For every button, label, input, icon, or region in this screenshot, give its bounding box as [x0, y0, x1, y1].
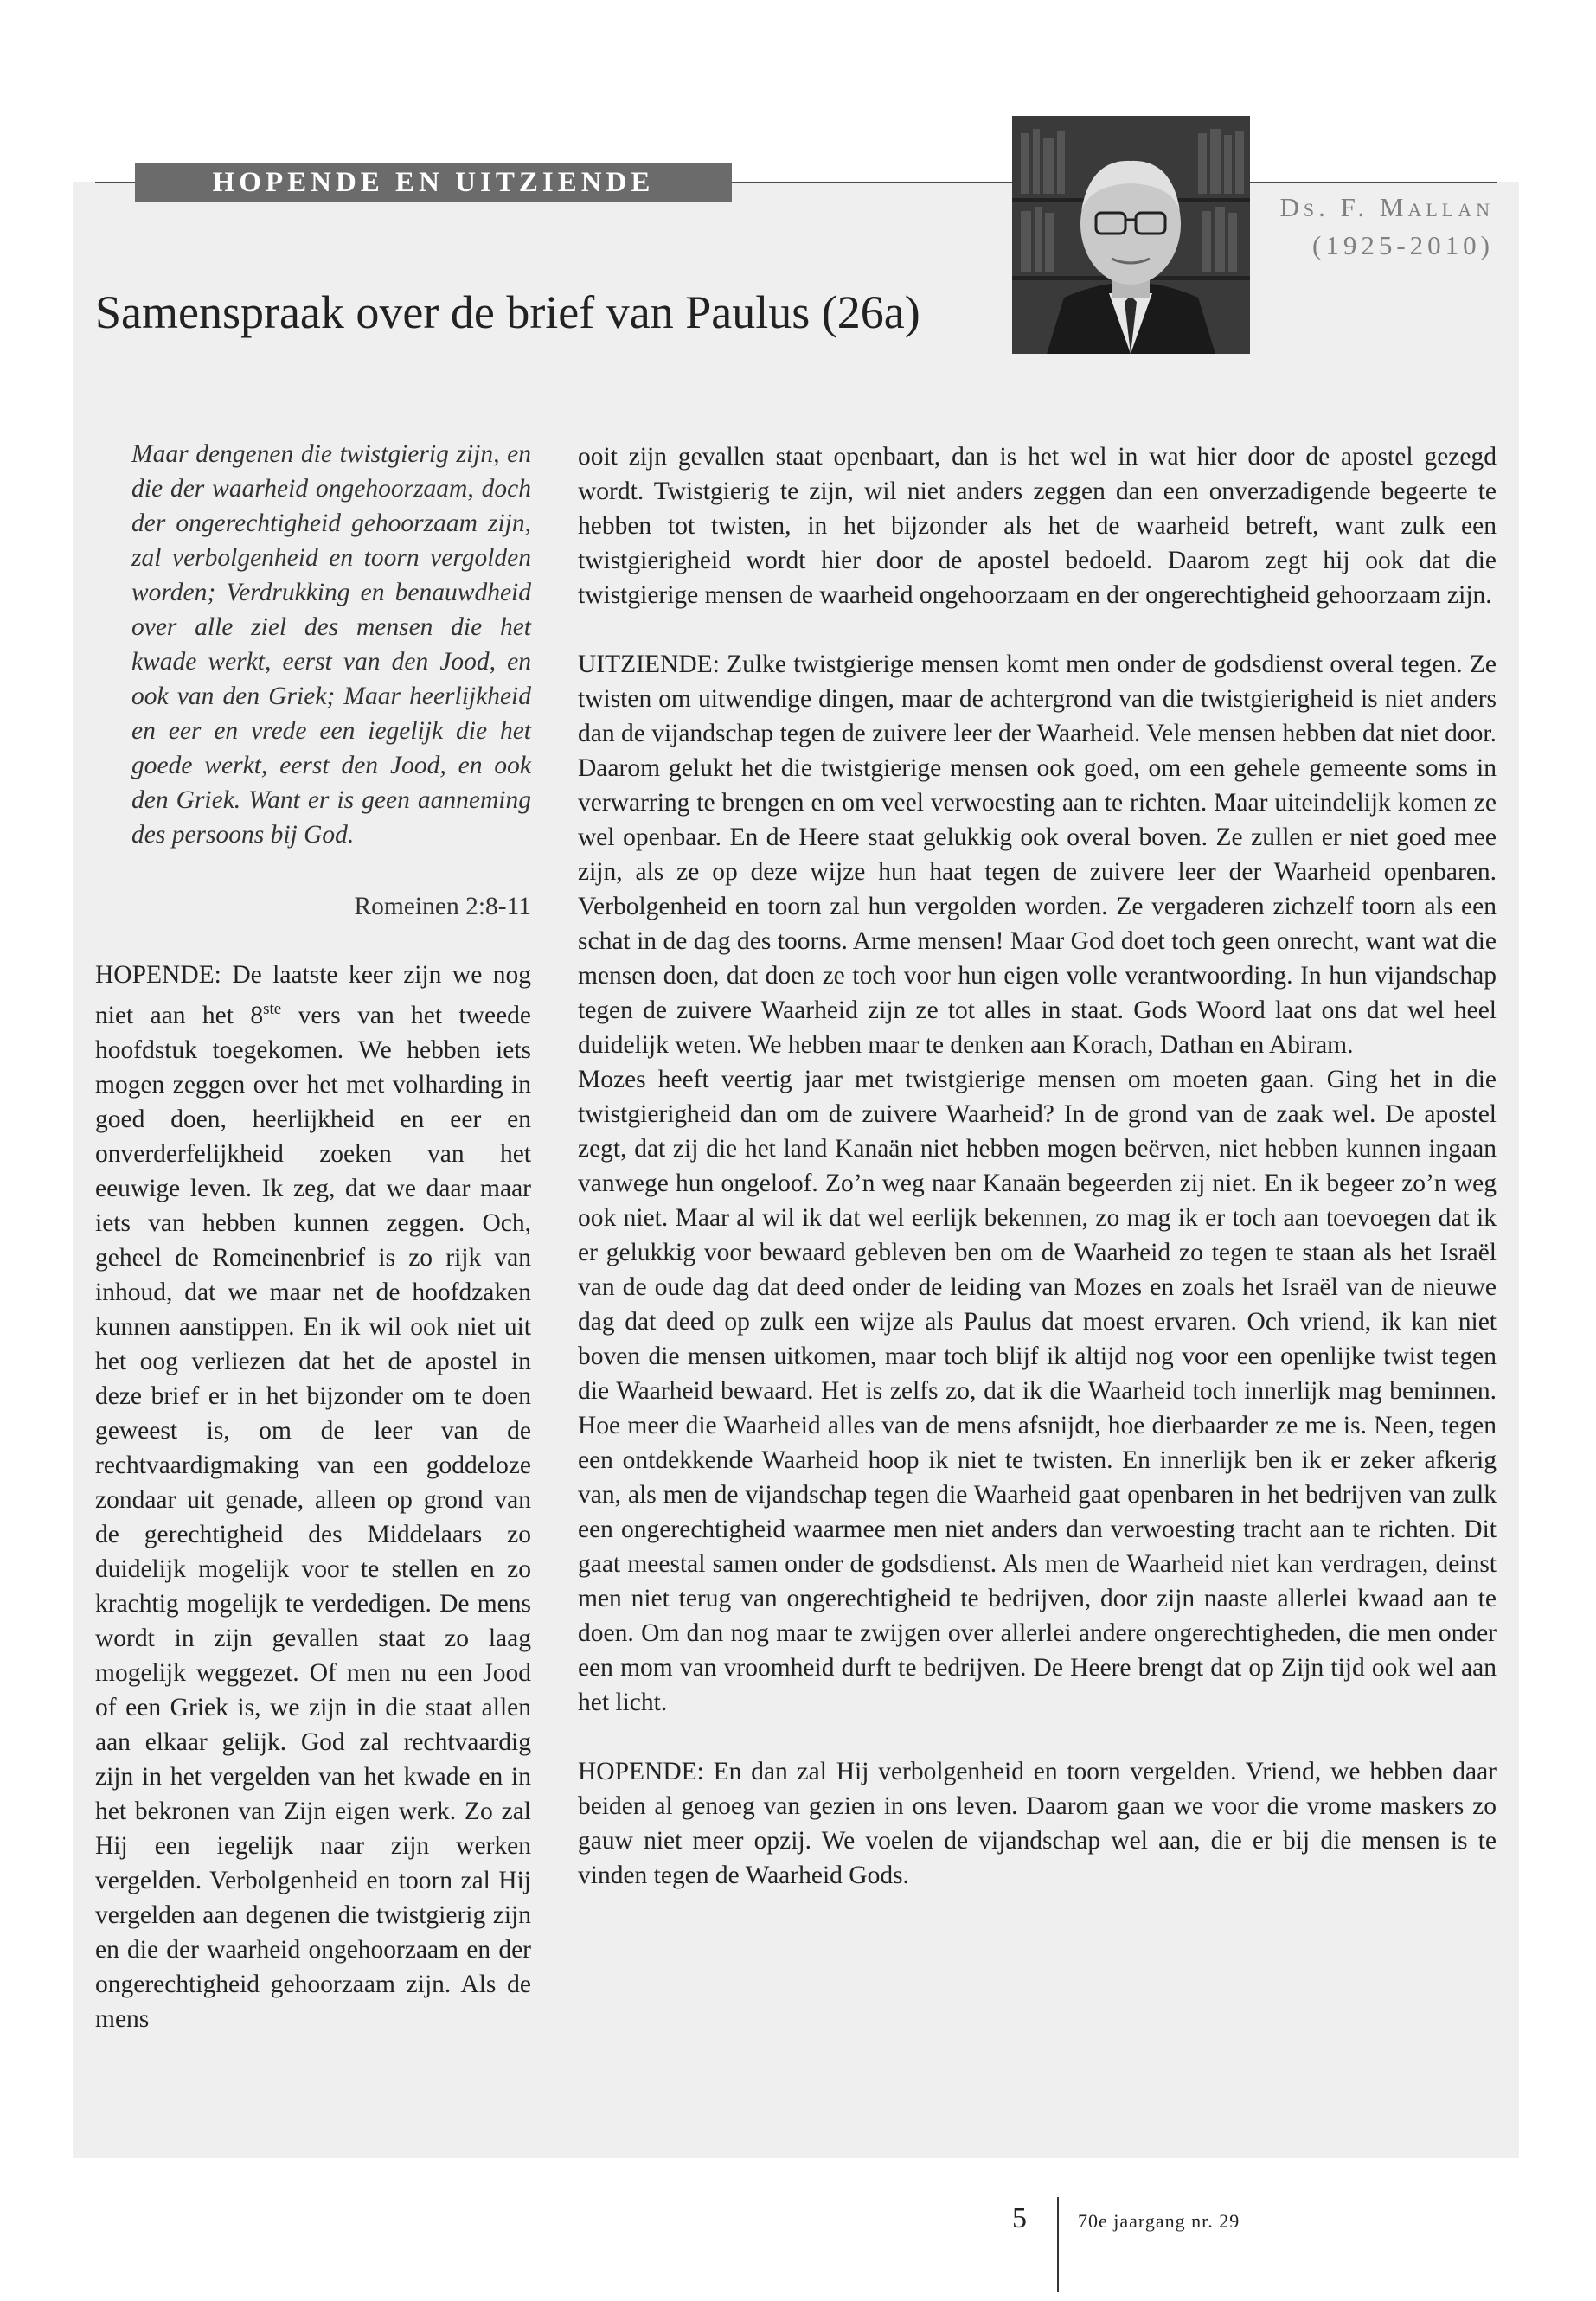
section-label-text: HOPENDE EN UITZIENDE	[212, 166, 655, 198]
scripture-reference: Romeinen 2:8-11	[354, 893, 531, 920]
right-paragraph-3: Mozes heeft veertig jaar met twistgierige mensen om moeten gaan. Ging het in die twistgierigheid dan om de zuivere Waarheid? In de grond van de zaak wel. De apostel zegt, dat zij die het land Kanaän niet hebben mogen beërven, niet hebben kunnen ingaan vanwege hun ongeloof. Zo’n weg naar Kanaän begeerden zij niet. En ik begeer zo’n weg ook niet. Maar al wil ik dat wel eerlijk bekennen, zo mag ik er toch aan toevoegen dat ik er gelukkig voor bewaard gebleven ben om de Waarheid zo tegen te staan als het Israël van de oude dag dat deed onder de leiding van Mozes en zoals het Israël van de nieuwe dag dat deed op zulk een wijze als Paulus dat moest ervaren. Och vriend, ik kan niet boven die mensen uitkomen, maar toch blijf ik altijd nog voor een openlijke twist tegen die Waarheid bewaard. Het is zelfs zo, dat ik die Waarheid toch innerlijk mag beminnen. Hoe meer die Waarheid alles van de mens afsnijdt, hoe dierbaarder ze me is. Neen, tegen een ontdekkende Waarheid hoop ik niet te twisten. En innerlijk ben ik er zeker afkerig van, als men de vijandschap tegen die Waarheid gaat openbaren in het bedrijven van zulk een ongerechtigheid waarmee men niet anders dan verwoesting tracht aan te richten. Dit gaat meestal samen onder de godsdienst. Als men de Waarheid niet kan verdragen, deinst men niet terug van ongerechtigheid te bedrijven, door zijn naaste allerlei kwaad aan te doen. Om dan nog maar te zwijgen over allerlei andere ongerechtigheden, die men onder een mom van vroomheid durft te bedrijven. De Heere brengt dat op Zijn tijd ook wel aan het licht.	[578, 1066, 1497, 1716]
right-column	[578, 439, 1497, 1893]
left-p1-rest: vers van het tweede hoofdstuk toegekomen. We hebben iets mogen zeggen over het met volharding in goed doen, heerlijkheid en eer en onverderfelijkheid zoeken van het eeuwige leven. Ik zeg, dat we daar maar iets van hebben kunnen zeggen. Och, geheel de Romeinenbrief is zo rijk van inhoud, dat we maar net de hoofdzaken kunnen aanstippen. En ik wil ook niet uit het oog verliezen dat het de apostel in deze brief er in het bijzonder om te doen geweest is, om de leer van de rechtvaardigmaking van een goddeloze zondaar uit genade, alleen op grond van de gerechtigheid des Middelaars zo duidelijk mogelijk voor te stellen en zo krachtig mogelijk te verdedigen. De mens wordt in zijn gevallen staat zo laag mogelijk weggezet. Of men nu een Jood of een Griek is, we zijn in die staat allen aan elkaar gelijk. God zal rechtvaardig zijn in het vergelden van het kwade en in het bekronen van Zijn eigen werk. Zo zal Hij een iegelijk naar zijn werken vergelden. Verbolgenheid en toorn zal Hij vergelden aan degenen die twistgierig zijn en die der waarheid ongehoorzaam en der ongerechtigheid gehoorzaam zijn. Als de mens	[95, 1001, 532, 2033]
author-byline	[1280, 189, 1495, 265]
author-portrait	[1012, 116, 1250, 354]
right-paragraph-2: UITZIENDE: Zulke twistgierige mensen komt men onder de godsdienst overal tegen. Ze twisten om uitwendige dingen, maar de achtergrond van die twistgierigheid is niet anders dan de vijandschap tegen de zuivere leer der Waarheid. Vele mensen hebben dat niet door. Daarom gelukt het die twistgierige mensen ook goed, om een gehele gemeente soms in verwarring te brengen en om veel verwoesting aan te richten. Maar uiteindelijk komen ze wel openbaar. En de Heere staat gelukkig ook overal boven. Ze zullen er niet goed mee zijn, als ze op deze wijze hun haat tegen de zuivere leer der Waarheid openbaren. Verbolgenheid en toorn zal hun vergolden worden. Ze vergaderen zichzelf toorn als een schat in de dag des toorns. Arme mensen! Maar God doet toch geen onrecht, want wat die mensen doen, dat doen ze toch voor hun eigen volle verantwoording. In hun vijandschap tegen de zuivere Waarheid zijn ze tot alles in staat. Gods Woord laat ons dat wel heel duidelijk weten. We hebben maar te denken aan Korach, Dathan en Abiram.	[578, 651, 1497, 1059]
author-years: (1925-2010)	[1312, 230, 1494, 260]
left-p1-start: HOPENDE: De laatste keer zijn we nog niet aan het 8	[95, 961, 531, 1029]
footer-divider	[1057, 2197, 1059, 2292]
left-column	[95, 958, 531, 2036]
article-title: Samenspraak over de brief van Paulus (26a)	[95, 286, 920, 338]
author-name: Ds. F. Mallan	[1279, 192, 1494, 222]
right-paragraph-4: HOPENDE: En dan zal Hij verbolgenheid en toorn vergelden. Vriend, we hebben daar beiden al genoeg van gezien in ons leven. Daarom gaan we voor die vrome maskers zo gauw niet meer opzij. We voelen de vijandschap wel aan, die er bij die mensen is te vinden tegen de Waarheid Gods.	[578, 1758, 1497, 1889]
right-paragraph-1: ooit zijn gevallen staat openbaart, dan is het wel in wat hier door de apostel gezegd wordt. Twistgierig te zijn, wil niet anders zeggen dan een onverzadigende begeerte te hebben tot twisten, in het bijzonder als het de waarheid betreft, want zulk een twistgierigheid wordt hier door de apostel bedoeld. Daarom zegt hij ook dat die twistgierige mensen de waarheid ongehoorzaam en der ongerechtigheid gehoorzaam zijn.	[578, 443, 1497, 609]
section-label	[135, 163, 732, 202]
ordinal-suffix: ste	[263, 1000, 282, 1018]
scripture-quote: Maar dengenen die twistgierig zijn, en die der waarheid ongehoorzaam, doch der ongerechtigheid gehoorzaam zijn, zal verbolgenheid en toorn vergolden worden; Verdrukking en benauwdheid over alle ziel des mensen die het kwade werkt, eerst van den Jood, en ook van den Griek; Maar heerlijkheid en eer en vrede een iegelijk die het goede werkt, eerst den Jood, en ook den Griek. Want er is geen aanneming des persoons bij God.	[131, 440, 531, 849]
issue-info: 70e jaargang nr. 29	[1078, 2210, 1240, 2232]
page-number: 5	[1012, 2202, 1027, 2234]
left-paragraph	[95, 958, 531, 2036]
portrait-image	[1012, 116, 1250, 354]
